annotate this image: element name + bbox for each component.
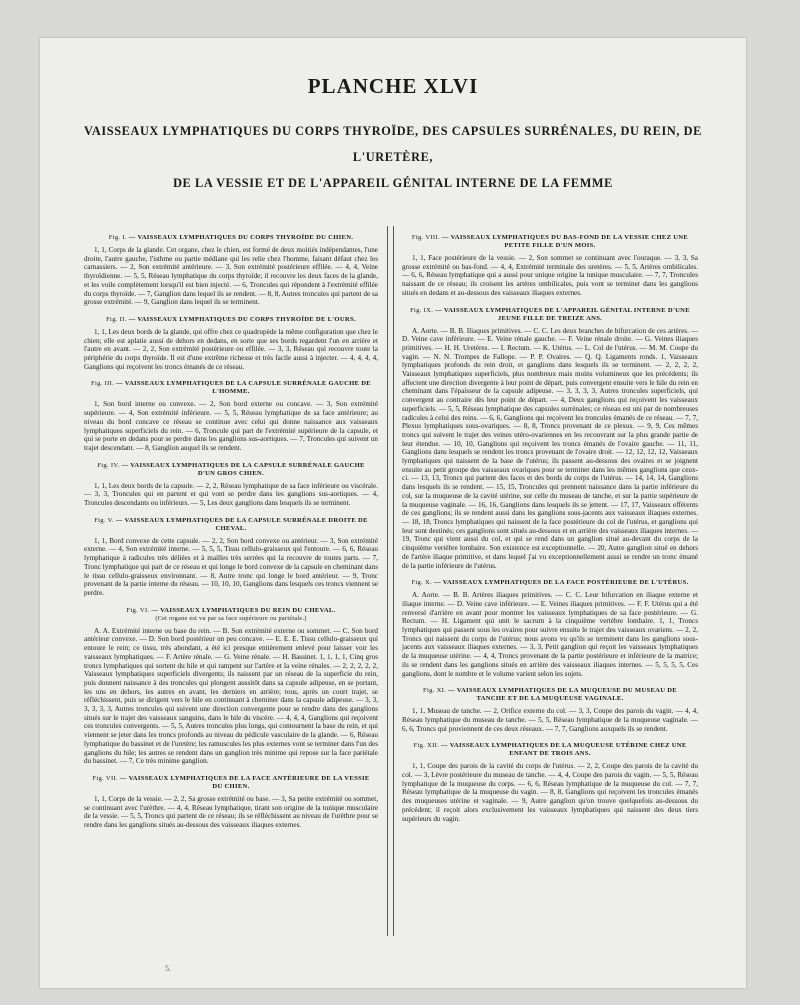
- figure-legend: [84, 462, 378, 508]
- figure-number: Fig. II.: [106, 315, 127, 323]
- legend-text: 1, 1, Corps de la vessie. — 2, 2, Sa grosse extrémité ou base. — 3, Sa petite extrémité ou sommet, se continuant avec l'urèthre. — 4, 4, Réseau lymphatique, tirant son origine de la tunique musculaire de la vessie. — 5, 5, Troncs qui partent de ce réseau; ils se réfléchissent au niveau de l'urèthre pour se rendre dans les ganglions situés au-dessous des vaisseaux iliaques externes.: [84, 794, 378, 830]
- legend-heading: [402, 307, 698, 323]
- plate-title: PLANCHE XLVI: [307, 74, 479, 98]
- legend-heading: [84, 607, 378, 623]
- legend-title: — VAISSEAUX LYMPHATIQUES DE LA FACE POSTÉRIEURE DE L'UTÉRUS.: [434, 579, 689, 587]
- legend-text: A. Aorte. — B. B. Iliaques primitives. — C. C. Les deux branches de bifurcation de ces artères. — D. Veine cave inférieure. — E. Veine rénale gauche. — F. Veine rénale droite. — G. Veines iliaques primitives. — H. H. Uretères. — I. Rectum. — K. Utérus. — L. Col de l'utérus. — M. M. Coupe du vagin. — N. N. Trompes de Fallope. — P. P. Ovaires. — Q. Q. Ligaments ronds. 1, Vaisseaux lymphatiques profonds du rein droit, et ganglions dans lesquels ils se terminent. — 2, 2, 2, 2, Vaisseaux lymphatiques superficiels, plus nombreux mais moins volumineux que les précédents; ils affectent une direction divergente à leur point de départ, puis convergent ensuite vers le hile du rein en cheminant dans l'épaisseur de la capsule adipeuse. — 3, 3, 3, 3, Autres troncules superficiels, qui convergent au contraire dès leur point de départ. — 4, Deux ganglions qui reçoivent les vaisseaux superficiels. — 5, 5, Réseau lymphatique des capsules surrénales; ce réseau est uni par de nombreuses radicules à celui des reins. — 6, 6, Ganglions qui reçoivent les troncules émanés de ce réseau. — 7, 7, Plexus lymphatiques sous-ovariques. — 8, 8, Troncs provenant de ce plexus. — 9, 9, Ces mêmes troncs qui suivent le trajet des veines utéro-ovariennes en les recouvrant sur la plus grande partie de leur étendue. — 10, 10, Ganglions qui reçoivent les troncs émanés de l'ovaire gauche. — 11, 11, Ganglions dans lesquels se rendent les troncs provenant de l'ovaire droit. — 12, 12, 12, 12, Vaisseaux lymphatiques qui naissent de la base de l'utérus; ils passent au-dessous des ovaires et se joignent ensuite au petit groupe des vaisseaux ovariques pour se terminer dans les mêmes ganglions que ceux-ci. — 13, 13, Troncs qui partent des faces et des bords du corps de l'utérus. — 14, 14, 14, Ganglions dans lesquels ils se rendent. — 15, 15, Troncules qui prennent naissance dans la partie inférieure du col, sur la muqueuse de la cavité utérine, sur celle du museau de tanche, et sur la partie supérieure de la muqueuse vaginale. — 16, 16, Ganglions dans lesquels ils se jettent. — 17, 17, Vaisseaux efférents de ces ganglions; ils se rendent aussi dans les ganglions sous-jacents aux vaisseaux iliaques externes. — 18, 18, Troncs lymphatiques qui naissent de la face postérieure du col de l'utérus, et ganglions qui leur sont destinés; ces ganglions sont situés au-dessous et en arrière des vaisseaux iliaques internes. — 19, Tronc qui vient aussi du col, et qui se rend dans un ganglion situé au-devant du corps de la cinquième vertèbre lombaire. Son existence est exceptionnelle. — 20, Autre ganglion situé en dehors de l'artère iliaque primitive, et dans lequel j'ai vu exceptionnellement aussi se rendre un tronc émané de la partie inférieure de l'utérus.: [402, 326, 698, 570]
- figure-legend: [84, 775, 378, 830]
- legend-text: 1, Son bord interne ou convexe. — 2, Son bord externe ou concave. — 3, Son extrémité supérieure. — 4, Son extrémité inférieure. — 5, 5, Réseau lymphatique de sa face antérieure; au niveau du bord concave ce réseau se continue avec celui qui donne naissance aux vaisseaux lymphatiques superficiels du rein. — 6, Troncule qui part de l'extrémité supérieure de la capsule, et qui se porte en dedans pour se perdre dans les ganglions sus-aortiques. — 7, Troncules qui suivent un trajet descendant. — 8, Ganglion auquel ils se rendent.: [84, 400, 378, 452]
- legend-heading: [84, 234, 378, 242]
- legend-heading: [402, 234, 698, 250]
- footer-mark: 5.: [165, 964, 171, 973]
- legend-body: [402, 707, 698, 733]
- legend-text: 1, 1, Face postérieure de la vessie. — 2, Son sommet se continuant avec l'ouraque. — 3, 3, Sa grosse extrémité ou bas-fond. — 4, 4, Extrémité terminale des uretères. — 5, 5, Artères ombilicales. — 6, 6, Réseau lymphatique qui a aussi pour unique origine la tunique musculaire. — 7, 7, Troncules naissant de ce réseau; ils croisent les artères ombilicales, puis vont se terminer dans les ganglions situés en dedans et au-dessous des vaisseaux iliaques externes.: [402, 254, 698, 297]
- legend-body: [84, 795, 378, 830]
- legend-title: — VAISSEAUX LYMPHATIQUES DE LA FACE ANTÉRIEURE DE LA VESSIE DU CHIEN.: [119, 774, 370, 790]
- figure-number: Fig. XI.: [422, 687, 447, 695]
- figure-number: Fig. X.: [411, 579, 433, 587]
- figure-legend: [402, 687, 698, 733]
- legend-heading: [402, 579, 698, 587]
- legend-heading: [84, 316, 378, 324]
- legend-body: [402, 254, 698, 298]
- legend-title: — VAISSEAUX LYMPHATIQUES DE LA MUQUEUSE DU MUSEAU DE TANCHE ET DE LA MUQUEUSE VAGINALE.: [448, 687, 678, 703]
- figure-legend: [84, 234, 378, 307]
- figure-legend: [84, 380, 378, 452]
- figure-legend: [84, 607, 378, 766]
- legend-heading: [84, 462, 378, 478]
- figure-number: Fig. III.: [91, 380, 115, 388]
- legend-title: — VAISSEAUX LYMPHATIQUES DE LA CAPSULE SURRÉNALE GAUCHE D'UN GROS CHIEN.: [121, 461, 365, 477]
- legend-text: 1, 1, Museau de tanche. — 2, Orifice externe du col. — 3, 3, Coupe des parois du vagin. — 4, 4, Réseau lymphatique du museau de tanche. — 5, 5, Réseau lymphatique de la muqueuse vaginale. — 6, 6, Troncs qui proviennent de ces deux réseaux. — 7, 7, Ganglions auxquels ils se rendent.: [402, 707, 698, 733]
- right-column: [402, 234, 698, 832]
- legend-title: — VAISSEAUX LYMPHATIQUES DE LA MUQUEUSE UTÉRINE CHEZ UNE ENFANT DE TROIS ANS.: [441, 742, 687, 758]
- legend-heading: [84, 380, 378, 396]
- figure-legend: [402, 742, 698, 823]
- figure-legend: [402, 579, 698, 678]
- legend-text: 1, 1, Corps de la glande. Cet organe, chez le chien, est formé de deux moitiés indépendantes, l'une droite, l'autre gauche, l'isthme ou partie médiane qui les relie chez l'homme, faisant défaut chez les carnassiers. — 2, Son extrémité antérieure. — 3, Son extrémité postérieure effilée. — 4, 4, Veine thyroïdienne. — 5, 5, Réseau lymphatique du corps thyroïde; il recouvre les deux faces de la glande, et les voile complètement lorsqu'il est bien injecté. — 6, Troncules qui répondent à l'extrémité effilée du corps thyroïde. — 7, Ganglion dans lequel ils se rendent. — 8, 8, Autres troncules qui partent de sa grosse extrémité. — 9, Ganglion dans lequel ils se terminent.: [84, 246, 378, 307]
- left-column: [84, 234, 378, 839]
- legend-text: A. Aorte. — B. B. Artères iliaques primitives. — C. C. Leur bifurcation en iliaque externe et iliaque interne. — D. Veine cave inférieure. — E. Veines iliaques primitives. — F. F. Utérus qui a été renversé d'arrière en avant pour montrer les vaisseaux lymphatiques de sa face postérieure. — G. Rectum. — H. Ligament qui unit le sacrum à la cinquième vertèbre lombaire. 1, 1, Troncs lymphatiques qui passent sous les ovaires pour suivre ensuite le trajet des vaisseaux ovariens. — 2, 2, Troncs qui naissent du corps de l'utérus; nous avons vu qu'ils se terminent dans les ganglions sous-jacents aux vaisseaux iliaques externes. — 3, 3, Petit ganglion qui reçoit les vaisseaux lymphatiques de la muqueuse utérine. — 4, 4, Troncs provenant de la partie postérieure et inférieure de la matrice; ils se rendent dans les ganglions situés en arrière des vaisseaux iliaques internes. — 5, 5, 5, 5, Ces ganglions, dont le nombre et le volume varient selon les sujets.: [402, 591, 698, 678]
- subtitle-line: VAISSEAUX LYMPHATIQUES DU CORPS THYROÏDE, DES CAPSULES SURRÉNALES, DU REIN, DE L'URETÈRE,: [84, 124, 702, 164]
- legend-heading: [402, 742, 698, 758]
- legend-body: [84, 537, 378, 598]
- figure-number: Fig. IX.: [410, 306, 434, 314]
- legend-body: [84, 482, 378, 508]
- legend-title: — VAISSEAUX LYMPHATIQUES DU REIN DU CHEVAL.: [151, 606, 336, 614]
- legend-body: [402, 591, 698, 678]
- column-divider: [387, 226, 394, 936]
- figure-legend: [84, 517, 378, 598]
- legend-title: — VAISSEAUX LYMPHATIQUES DE LA CAPSULE SURRÉNALE GAUCHE DE L'HOMME.: [116, 380, 371, 396]
- legend-text: 1, 1, Les deux bords de la glande, qui offre chez ce quadrupède la même configuration que chez le chien; elle est aplatie aussi de dehors en dedans, en sorte que ses bords regardent l'un en arrière et l'autre en avant. — 2, 2, Son extrémité postérieure ou effilée. — 3, 3, Réseau qui recouvre toute la périphérie du corps thyroïde. Il est d'une extrême richesse et très facile aussi à injecter. — 4, 4, 4, 4, Ganglions qui reçoivent les troncs émanés de ce réseau.: [84, 327, 378, 371]
- legend-text: 1, 1, Coupe des parois de la cavité du corps de l'utérus. — 2, 2, Coupe des parois de la cavité du col. — 3, Lèvre postérieure du museau de tanche. — 4, 4, Coupe des parois du vagin. — 5, 5, Réseau lymphatique de la muqueuse du corps. — 6, 6, Réseau lymphatique de la muqueuse du col. — 7, 7, Réseau lymphatique de la muqueuse du vagin. — 8, 8, Ganglions qui reçoivent les troncules émanés des muqueuses utérine et vaginale. — 9, Autre ganglion qu'on trouve quelquefois au-dessous du précédent; il reçoit alors exclusivement les vaisseaux lymphatiques qui naissent des deux tiers supérieurs du vagin.: [402, 762, 698, 823]
- figure-number: Fig. VII.: [92, 774, 118, 782]
- title-block: [40, 74, 746, 196]
- legend-heading: [84, 775, 378, 791]
- legend-title: — VAISSEAUX LYMPHATIQUES DU CORPS THYROÏDE DU CHIEN.: [128, 234, 354, 241]
- legend-body: [402, 762, 698, 823]
- figure-legend: [402, 234, 698, 298]
- legend-text: 1, 1, Les deux bords de la capsule. — 2, 2, Réseau lymphatique de sa face inférieure ou viscérale. — 3, 3, Troncules qui en partent et qui vont se perdre dans les ganglions sus-aortiques. — 4, Troncules descendants ou inférieurs. — 5, Les deux ganglions dans lesquels ils se terminent.: [84, 481, 378, 508]
- figure-number: Fig. VIII.: [411, 234, 440, 241]
- figure-legend: [402, 307, 698, 571]
- legend-title: — VAISSEAUX LYMPHATIQUES DE LA CAPSULE SURRÉNALE DROITE DE CHEVAL.: [115, 516, 368, 532]
- legend-body: [84, 328, 378, 372]
- legend-text: 1, 1, Bord convexe de cette capsule. — 2, 2, Son bord convexe ou antérieur. — 3, Son extrémité externe. — 4, Son extrémité interne. — 5, 5, 5, Tissu cellulo-graisseux qui l'entoure. — 6, 6, Réseau lymphatique à radicules très déliées et à mailles très serrées qui la recouvre de toutes parts. — 7, Tronc lymphatique qui part de ce réseau et qui longe le bord convexe de la capsule en cheminant dans le tissu cellulo-graisseux environnant. — 8, Autre tronc qui longe le bord antérieur. — 9, Tronc provenant de la partie interne du réseau. — 10, 10, 10, Ganglions dans lesquels ces troncs viennent se perdre.: [84, 536, 378, 597]
- figure-number: Fig. IV.: [97, 461, 120, 469]
- legend-note: (Cet organe est vu par sa face supérieure ou pariétale.): [155, 614, 307, 622]
- legend-body: [402, 327, 698, 571]
- plate-subtitle: [83, 118, 703, 196]
- subtitle-line: DE LA VESSIE ET DE L'APPAREIL GÉNITAL INTERNE DE LA FEMME: [173, 176, 613, 190]
- legend-heading: [402, 687, 698, 703]
- figure-number: Fig. VI.: [126, 606, 150, 614]
- figure-number: Fig. XII.: [413, 742, 440, 750]
- legend-body: [84, 627, 378, 766]
- legend-text: A. A. Extrémité interne ou base du rein. — B. Son extrémité externe ou sommet. — C. Son bord antérieur convexe. — D. Son bord postérieur un peu concave. — E. E. E. Tissu cellulo-graisseux qui entoure le rein; ce tissu, très abondant, a été ici presque entièrement enlevé pour laisser voir les vaisseaux lymphatiques. — F. Artère rénale. — G. Veine rénale. — H. Bassinet. 1, 1, 1, 1, Cinq gros troncs lymphatiques qui sortent du hile et qui rampent sur l'artère et la veine rénales. — 2, 2, 2, 2, 2, Vaisseaux lymphatiques superficiels divergents; ils naissent par un réseau de la superficie du rein, puis donnent naissance à des troncules qui plongent aussitôt dans sa capsule adipeuse, en se portant, les uns en dehors, les autres en avant, les derniers en arrière; tous, après un court trajet, se réfléchissent, puis se dirigent vers le hile en continuant à cheminer dans la capsule adipeuse. — 3, 3, 3, 3, 3, 3, Autres troncules qui suivent une direction convergente pour se rendre dans des ganglions situés sur le trajet des vaisseaux sanguins, dans le hile du viscère. — 4, 4, 4, Ganglions qui reçoivent ces troncules convergents. — 5, 5, Autres troncules plus longs, qui contournent la base du rein, et qui viennent se jeter dans les troncs profonds au niveau du pédicule vasculaire de la glande. — 6, Réseau lymphatique du bassinet et de l'uretère; les ramuscules les plus externes vont se terminer dans l'un des ganglions du hile; les autres se rendent dans un ganglion très minime qui repose sur la face pariétale du bassinet. — 7, Ce très minime ganglion.: [84, 626, 378, 766]
- legend-body: [84, 246, 378, 307]
- legend-title: — VAISSEAUX LYMPHATIQUES DU BAS-FOND DE LA VESSIE CHEZ UNE PETITE FILLE D'UN MOIS.: [441, 234, 689, 249]
- legend-title: — VAISSEAUX LYMPHATIQUES DU CORPS THYROÏDE DE L'OURS.: [128, 315, 356, 323]
- legend-title: — VAISSEAUX LYMPHATIQUES DE L'APPAREIL GÉNITAL INTERNE D'UNE JEUNE FILLE DE TREIZE ANS.: [435, 306, 690, 322]
- figure-number: Fig. V.: [94, 516, 114, 524]
- figure-number: Fig. I.: [108, 234, 127, 241]
- page-sheet: [40, 38, 746, 988]
- legend-heading: [84, 517, 378, 533]
- legend-body: [84, 400, 378, 452]
- figure-legend: [84, 316, 378, 372]
